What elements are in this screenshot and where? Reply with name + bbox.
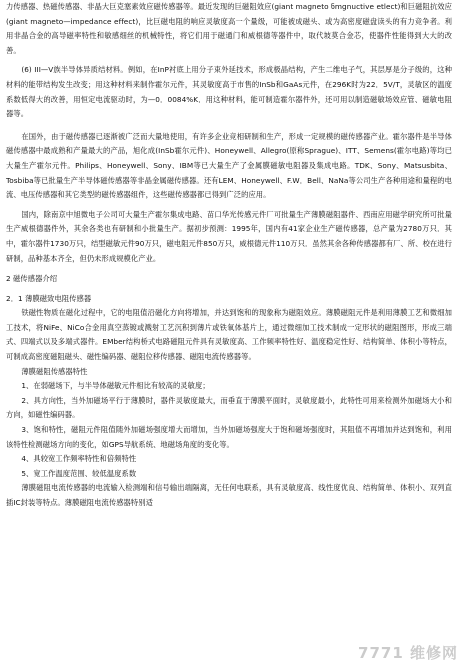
section-heading: 2 磁传感器介绍 <box>6 274 58 284</box>
features-heading: 薄膜磁阻传感器特性 <box>21 366 88 376</box>
feature-item: 3、饱和特性，磁阻元件阻值随外加磁场强度增大而增加，当外加磁场强度大于饱和磁场强度时，其阻值不再增加并达到饱和，利用该特性检测磁场方向的变化，如GPS导航系统、地磁场角度的变化等。 <box>6 425 452 449</box>
closing-paragraph: 薄膜磁阻电流传感器的电流输入检测端和信号输出端隔离，无任何电联系，具有灵敏度高、线性度优良、结构简单、体积小、双列直插IC封装等特点。薄膜磁阻电流传感器特别适 <box>6 483 452 507</box>
paragraph-2: (6) III—V族半导体异质结材料。例如，在InP衬底上用分子束外延技术，形成极晶结构，产生二维电子气，其层厚是分子级的，这种材料的能带结构发生改变；用这种材料来制作霍尔元件，其灵敏度高于市售的InSb和GaAs元件，在296K时为22．5V/T，灵敏区的温度系数低得大的改善，用恒定电流驱动时，为—0．0084%K．用这种材料，能可制造霍尔器件外，还可用以制造磁敏场效应管、磁敏电阻器等。 <box>6 65 452 119</box>
feature-item: 4、具较宽工作频率特性和倍频特性 <box>21 454 137 464</box>
subsection-heading: 2．1 薄膜磁致电阻传感器 <box>6 293 92 303</box>
subsection-intro: 铁磁性物质在磁化过程中，它的电阻值沿磁化方向将增加，并达到饱和的现象称为磁阻效应。薄膜磁阻元件是利用薄膜工艺和微细加工技术，将NiFe、NiCo合金用真空蒸镀或溅射工艺沉积到薄片或铁氧体基片上，通过微细加工技术制成一定形状的磁阻图形，形成三端式、四端式以及多端式器件。EMber结构桥式电路磁阻元件具有灵敏度高、工作频率特性好、温度稳定性好、结构简单、体积小等特点，可制成高密度磁阻磁头、磁性编码器、磁阻位移传感器、磁阻电流传感器等。 <box>6 308 452 362</box>
paragraph-3: 在国外，由于磁传感器已逐渐被广泛而大量地使用，有许多企业竞相研制和生产，形成一定规模的磁传感器产业。霍尔器件是半导体磁传感器中最成熟和产量最大的产品，旭化成(InSb霍尔元件)、Honeywell、Allegro(原称Sprague)、ITT、Semens(霍尔电路)等均已大量生产霍尔元件。Philips、Honeywell、Sony、IBM等已大量生产了金属膜磁敏电阻器及集成电路。TDK、Sony、Matsusbita、Tosbiba等已批量生产半导体磁传感器等非晶金属磁传感器。还有LEM、Honeywell、F.W．Bell、NaNa等公司生产各种用途和量程的电流、电压传感器和其它类型的磁传感器组件，这些磁传感器都已得到广泛的应用。 <box>6 131 452 200</box>
paragraph-4: 国内，除南京中旭微电子公司可大量生产霍尔集成电路、苗口华光传感元件厂可批量生产薄膜磁阻器件、西南应用磁学研究所可批量生产威根德器件外，其余各类也有研制和小批量生产。据初步预测：1995年，国内有41家企业生产磁传感器，总产量为2780万只．其中，霍尔器件1730万只，结型磁敏元件90万只，磁电阻元件850万只，威根德元件110万只．虽然其余各种传感器都有厂、所、校在进行研制，品种基本齐全，但仍未形成规模化产业。 <box>6 209 452 263</box>
feature-item: 5、宽工作温度范围、较低温度系数 <box>21 468 137 478</box>
document-page <box>6 0 452 511</box>
feature-item: 1、在弱磁场下，与半导体磁敏元件相比有较高的灵敏度； <box>21 381 210 391</box>
paragraph-1: 力传感器、热磁传感器、非晶大巨克塞素效应磁传感器等。最近发现的巨磁阻效应(giant magneto ნmgnuctive etlect)和巨磁阻抗效应(giant magneto—impedance effect)，比巨磁电阻的响应灵敏度高一个量级，可能被成磁头、或为高密度磁盘读头的有力竞争者。利用非晶合金的高导磁率特性和敏感细丝的机械特性，将它们用于磁通门和威根德等器件中，取代坡莫合金芯，使器件性能得到大大的改善。 <box>6 2 452 55</box>
feature-item: 2、具方向性，当外加磁场平行于薄膜时，器件灵敏度最大，而垂直于薄膜平面时，灵敏度最小，此特性可用来检测外加磁场大小和方向，如磁性编码器。 <box>6 395 452 420</box>
site-watermark: 7771 维修网 <box>358 644 458 662</box>
